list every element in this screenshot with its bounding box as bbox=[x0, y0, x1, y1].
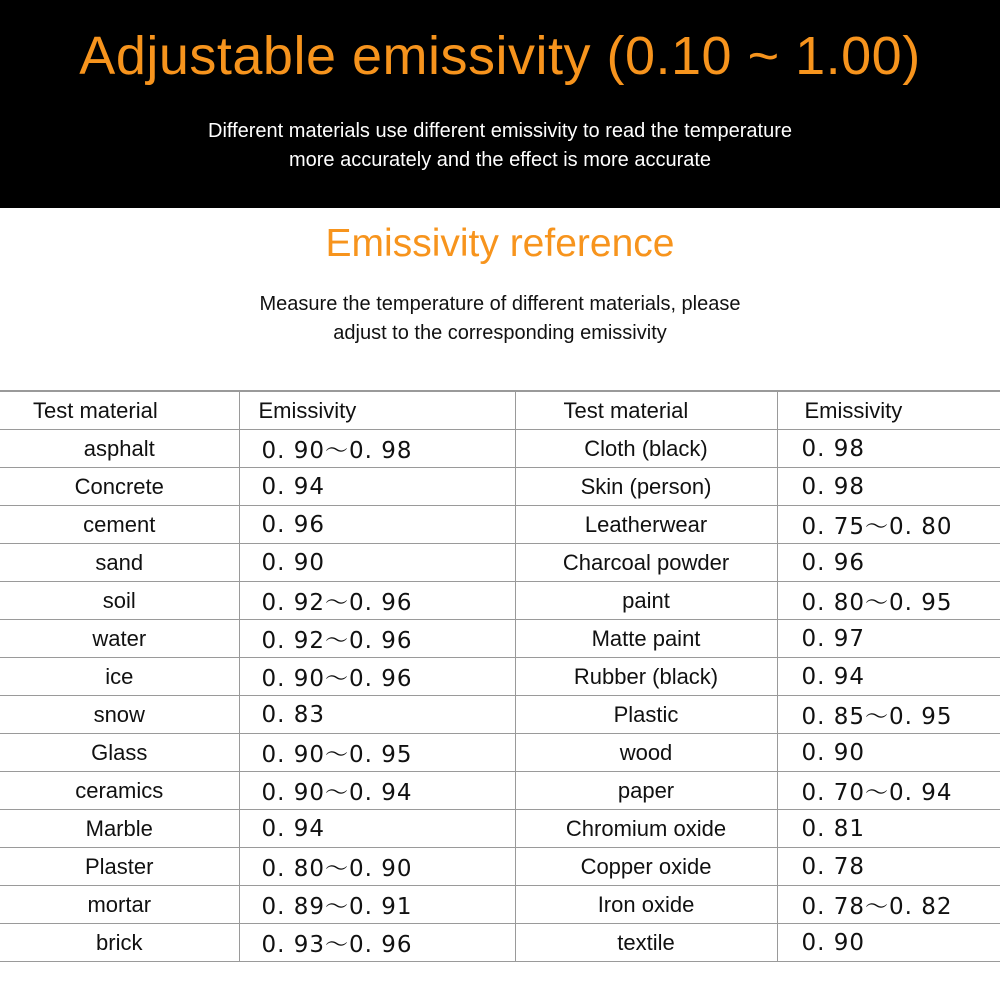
cell-emissivity-right: 0. 85～0. 95 bbox=[777, 696, 1000, 734]
cell-emissivity-left: 0. 90～0. 96 bbox=[239, 658, 515, 696]
banner-subtitle-line-2: more accurately and the effect is more accurate bbox=[288, 149, 712, 171]
cell-material-left: Marble bbox=[0, 810, 239, 848]
cell-material-left: mortar bbox=[0, 886, 239, 924]
cell-emissivity-right: 0. 90 bbox=[777, 734, 1000, 772]
cell-emissivity-right: 0. 97 bbox=[777, 620, 1000, 658]
cell-emissivity-right: 0. 70～0. 94 bbox=[777, 772, 1000, 810]
cell-emissivity-right: 0. 80～0. 95 bbox=[777, 582, 1000, 620]
cell-emissivity-right: 0. 81 bbox=[777, 810, 1000, 848]
cell-material-right: Plastic bbox=[515, 696, 777, 734]
cell-material-right: textile bbox=[515, 924, 777, 962]
cell-material-right: Chromium oxide bbox=[515, 810, 777, 848]
header-test-material-left: Test material bbox=[0, 391, 239, 430]
table-row bbox=[0, 544, 1000, 582]
banner-subtitle-line-1: Different materials use different emissivity to read the temperature bbox=[208, 120, 792, 142]
table-row bbox=[0, 658, 1000, 696]
cell-material-left: soil bbox=[0, 582, 239, 620]
header-test-material-right: Test material bbox=[515, 391, 777, 430]
cell-emissivity-right: 0. 90 bbox=[777, 924, 1000, 962]
cell-material-left: cement bbox=[0, 506, 239, 544]
cell-material-right: Leatherwear bbox=[515, 506, 777, 544]
cell-material-left: Concrete bbox=[0, 468, 239, 506]
cell-material-left: ceramics bbox=[0, 772, 239, 810]
cell-material-right: Copper oxide bbox=[515, 848, 777, 886]
table-body bbox=[0, 430, 1000, 962]
cell-emissivity-right: 0. 75～0. 80 bbox=[777, 506, 1000, 544]
table-row bbox=[0, 734, 1000, 772]
top-banner bbox=[0, 0, 1000, 208]
cell-emissivity-left: 0. 90～0. 98 bbox=[239, 430, 515, 468]
cell-material-left: water bbox=[0, 620, 239, 658]
header-emissivity-left: Emissivity bbox=[239, 391, 515, 430]
cell-emissivity-left: 0. 90～0. 95 bbox=[239, 734, 515, 772]
table-row bbox=[0, 848, 1000, 886]
cell-emissivity-left: 0. 83 bbox=[239, 696, 515, 734]
cell-emissivity-left: 0. 92～0. 96 bbox=[239, 620, 515, 658]
cell-material-right: Cloth (black) bbox=[515, 430, 777, 468]
table-row bbox=[0, 430, 1000, 468]
cell-material-right: Matte paint bbox=[515, 620, 777, 658]
cell-emissivity-left: 0. 92～0. 96 bbox=[239, 582, 515, 620]
banner-title: Adjustable emissivity (0.10 ~ 1.00) bbox=[79, 26, 921, 86]
cell-emissivity-right: 0. 94 bbox=[777, 658, 1000, 696]
cell-material-left: asphalt bbox=[0, 430, 239, 468]
cell-material-right: paper bbox=[515, 772, 777, 810]
cell-emissivity-right: 0. 78～0. 82 bbox=[777, 886, 1000, 924]
cell-material-right: Charcoal powder bbox=[515, 544, 777, 582]
cell-emissivity-right: 0. 98 bbox=[777, 430, 1000, 468]
cell-emissivity-left: 0. 80～0. 90 bbox=[239, 848, 515, 886]
table-row bbox=[0, 886, 1000, 924]
cell-material-right: Rubber (black) bbox=[515, 658, 777, 696]
cell-emissivity-right: 0. 98 bbox=[777, 468, 1000, 506]
cell-material-left: snow bbox=[0, 696, 239, 734]
emissivity-table bbox=[0, 390, 1000, 962]
cell-material-right: paint bbox=[515, 582, 777, 620]
cell-emissivity-right: 0. 78 bbox=[777, 848, 1000, 886]
table-row bbox=[0, 582, 1000, 620]
reference-subtitle-line-2: adjust to the corresponding emissivity bbox=[333, 322, 667, 344]
reference-subtitle-line-1: Measure the temperature of different materials, please bbox=[259, 293, 741, 315]
cell-material-right: wood bbox=[515, 734, 777, 772]
cell-material-left: Plaster bbox=[0, 848, 239, 886]
table-row bbox=[0, 620, 1000, 658]
cell-emissivity-left: 0. 93～0. 96 bbox=[239, 924, 515, 962]
table-row bbox=[0, 468, 1000, 506]
cell-emissivity-left: 0. 90 bbox=[239, 544, 515, 582]
table-row bbox=[0, 696, 1000, 734]
header-emissivity-right: Emissivity bbox=[777, 391, 1000, 430]
table-header-row bbox=[0, 391, 1000, 430]
table-row bbox=[0, 772, 1000, 810]
cell-material-left: ice bbox=[0, 658, 239, 696]
cell-material-left: sand bbox=[0, 544, 239, 582]
cell-material-left: Glass bbox=[0, 734, 239, 772]
cell-material-left: brick bbox=[0, 924, 239, 962]
table-row bbox=[0, 810, 1000, 848]
cell-emissivity-left: 0. 96 bbox=[239, 506, 515, 544]
cell-emissivity-left: 0. 94 bbox=[239, 810, 515, 848]
cell-material-right: Iron oxide bbox=[515, 886, 777, 924]
cell-emissivity-right: 0. 96 bbox=[777, 544, 1000, 582]
cell-material-right: Skin (person) bbox=[515, 468, 777, 506]
table-row bbox=[0, 924, 1000, 962]
reference-title: Emissivity reference bbox=[325, 222, 675, 265]
cell-emissivity-left: 0. 90～0. 94 bbox=[239, 772, 515, 810]
cell-emissivity-left: 0. 94 bbox=[239, 468, 515, 506]
table-row bbox=[0, 506, 1000, 544]
cell-emissivity-left: 0. 89～0. 91 bbox=[239, 886, 515, 924]
